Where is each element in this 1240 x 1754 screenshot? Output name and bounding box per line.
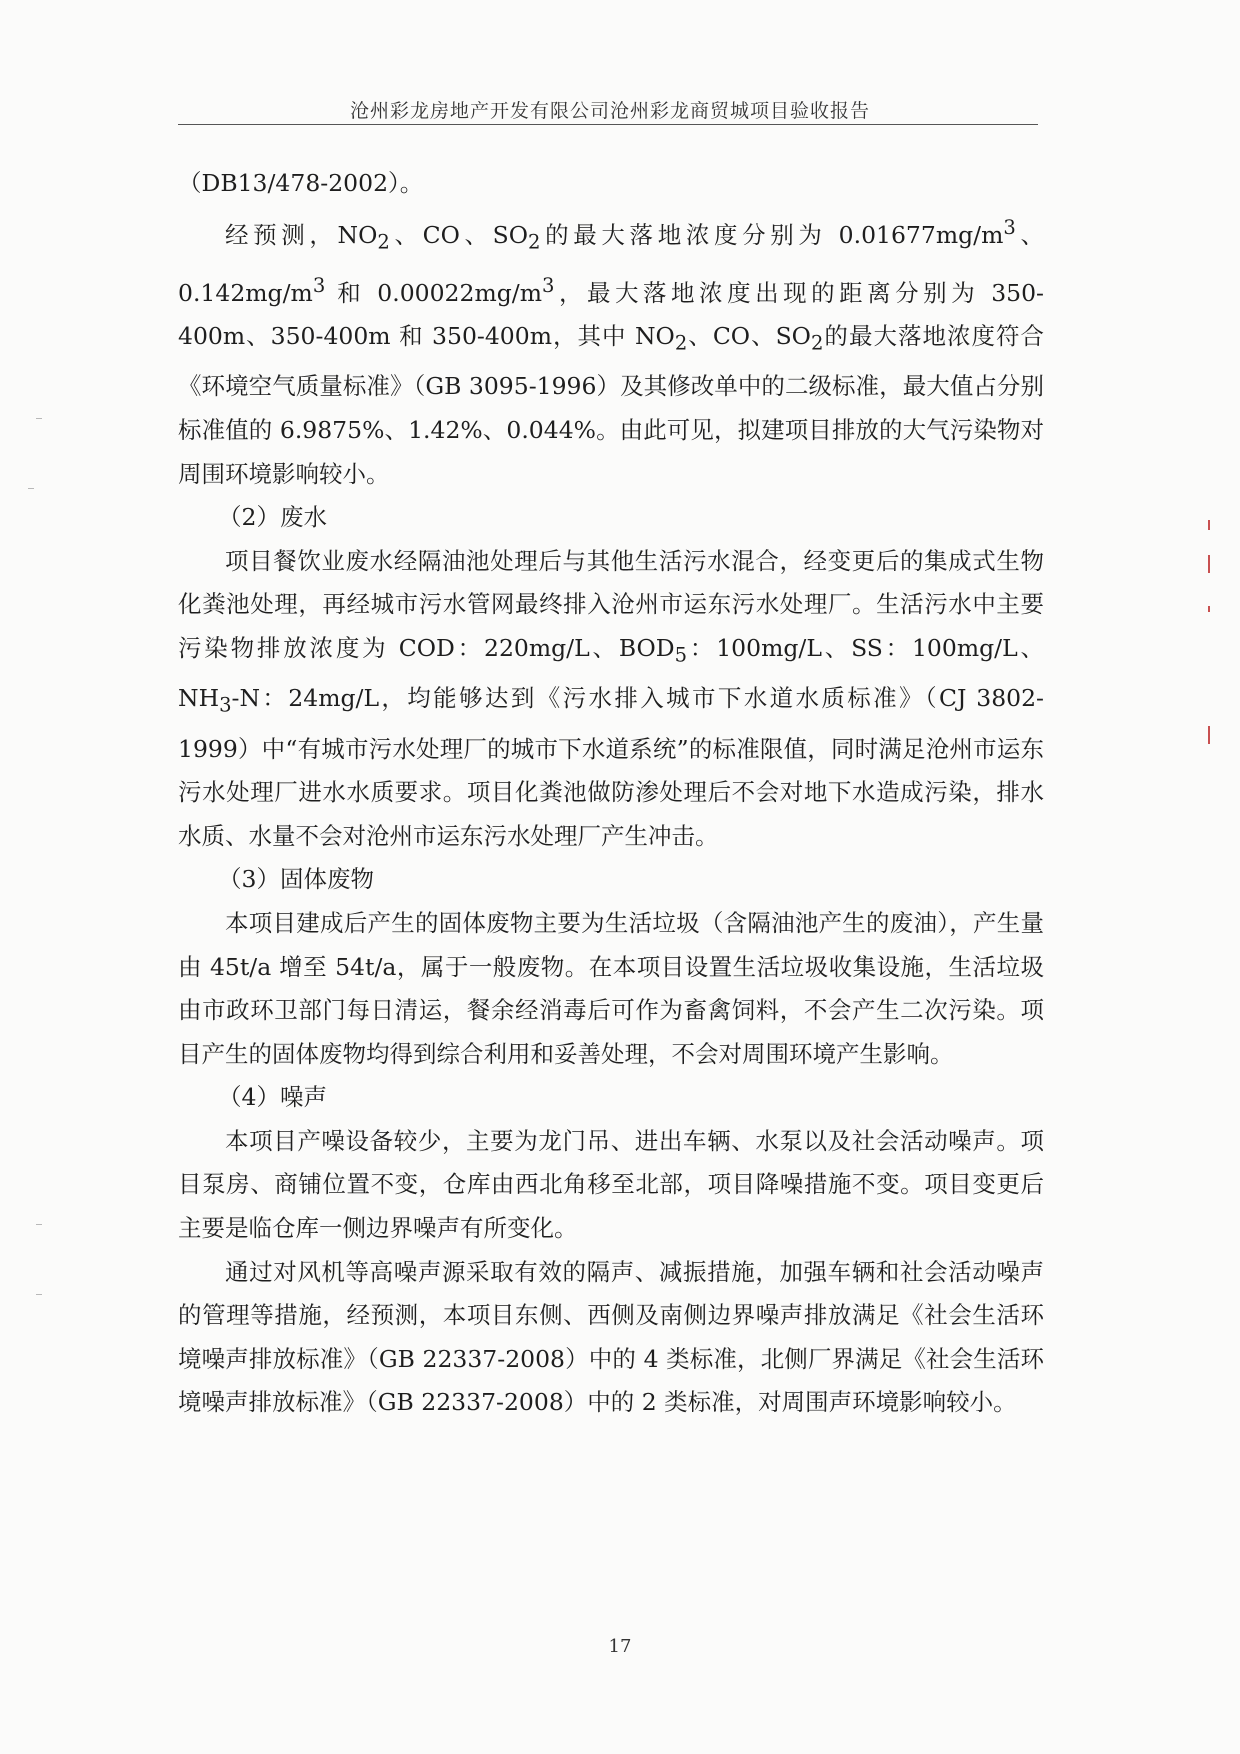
header-divider — [178, 124, 1038, 125]
paragraph-noise-sources: 本项目产噪设备较少，主要为龙门吊、进出车辆、水泵以及社会活动噪声。项目泵房、商铺位置不变，仓库由西北角移至北部，项目降噪措施不变。项目变更后主要是临仓库一侧边界噪声有所变化。 — [178, 1126, 1044, 1243]
section-heading-wastewater: （2）废水 — [218, 503, 327, 532]
paragraph-noise-measures: 通过对风机等高噪声源采取有效的隔声、减振措施，加强车辆和社会活动噪声的管理等措施，经预测，本项目东侧、西侧及南侧边界噪声排放满足《社会生活环境噪声排放标准》（GB 22337-2008）中的 4 类标准，北侧厂界满足《社会生活环境噪声排放标准》（GB 22337-2008）中的 2 类标准，对周围声环境影响较小。 — [178, 1257, 1044, 1417]
page-number: 17 — [608, 1636, 632, 1657]
section-heading-solid-waste: （3）固体废物 — [218, 865, 374, 894]
page-header: 沧州彩龙房地产开发有限公司沧州彩龙商贸城项目验收报告 — [349, 100, 870, 122]
scan-mark — [36, 1294, 42, 1295]
paragraph-solid-waste: 本项目建成后产生的固体废物主要为生活垃圾（含隔油池产生的废油），产生量由 45t/a 增至 54t/a，属于一般废物。在本项目设置生活垃圾收集设施，生活垃圾由市政环卫部门每日清运，餐余经消毒后可作为畜禽饲料，不会产生二次污染。项目产生的固体废物均得到综合利用和妥善处理，不会对周围环境产生影响。 — [178, 908, 1044, 1068]
scan-mark — [1208, 555, 1210, 573]
scan-mark — [36, 1224, 42, 1225]
paragraph-standard-ref: （DB13/478-2002）。 — [178, 169, 424, 197]
paragraph-wastewater: 项目餐饮业废水经隔油池处理后与其他生活污水混合，经变更后的集成式生物化粪池处理，再经城市污水管网最终排入沧州市运东污水处理厂。生活污水中主要污染物排放浓度为 COD：220mg/L、$BOD_5$：100mg/L、SS：100mg/L、$NH_3-N$：24mg/L，均能够达到《污水排入城市下水道水质标准》（CJ 3802-1999）中“有城市污水处理厂的城市下水道系统”的标准限值，同时满足沧州市运东污水处理厂进水水质要求。项目化粪池做防渗处理后不会对地下水造成污染，排水水质、水量不会对沧州市运东污水处理厂产生冲击。 — [178, 546, 1044, 850]
scan-mark — [1208, 726, 1210, 744]
scan-mark — [28, 488, 34, 489]
section-heading-noise: （4）噪声 — [218, 1083, 327, 1112]
scan-mark — [1208, 520, 1210, 530]
scan-mark — [36, 418, 42, 419]
scan-mark — [1208, 606, 1210, 612]
paragraph-air-prediction: 经预测，$NO_2$、CO、$SO_2$的最大落地浓度分别为 $0.01677mg/m^3$、$0.142mg/m^3$ 和 $0.00022mg/m^3$，最大落地浓度出现的距离分别为 350-400m、350-400m 和 350-400m，其中 $NO_2$、CO、$SO_2$的最大落地浓度符合《环境空气质量标准》（GB 3095-1996）及其修改单中的二级标准，最大值占分别标准值的 6.9875%、1.42%、0.044%。由此可见，拟建项目排放的大气污染物对周围环境影响较小。 — [178, 215, 1044, 488]
document-body — [178, 162, 1044, 1425]
